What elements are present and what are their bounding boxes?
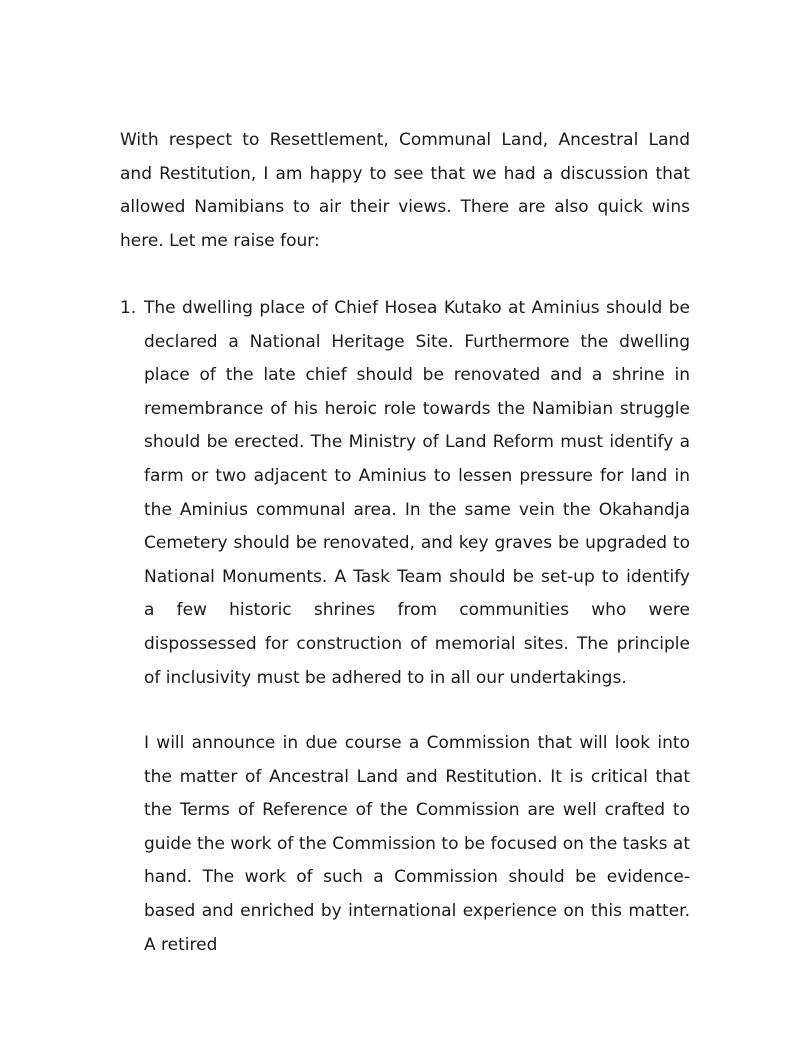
continuation-paragraph: I will announce in due course a Commission that will look into the matter of Ancestral Land and Restitution. It is critical that the Terms of Reference of the Commission are well crafted to guide the work of the Commission to be focused on the tasks at hand. The work of such a Commission should be evidence-based and enriched by international experience on this matter. A retired bbox=[144, 733, 690, 955]
intro-paragraph: With respect to Resettlement, Communal Land, Ancestral Land and Restitution, I am happy to see that we had a discussion that allowed Namibians to air their views. There are also quick wins here. Let me raise four: bbox=[120, 130, 690, 251]
list-item-text: The dwelling place of Chief Hosea Kutako at Aminius should be declared a National Heritage Site. Furthermore the dwelling place of the late chief should be renovated and a shrine in remembrance of his heroic role towards the Namibian struggle should be erected. The Ministry of Land Reform must identify a farm or two adjacent to Aminius to lessen pressure for land in the Aminius communal area. In the same vein the Okahandja Cemetery should be renovated, and key graves be upgraded to National Monuments. A Task Team should be set-up to identify a few historic shrines from communities who were dispossessed for construction of memorial sites. The principle of inclusivity must be adhered to in all our undertakings. bbox=[144, 298, 690, 688]
list-item-number: 1. bbox=[120, 298, 137, 318]
